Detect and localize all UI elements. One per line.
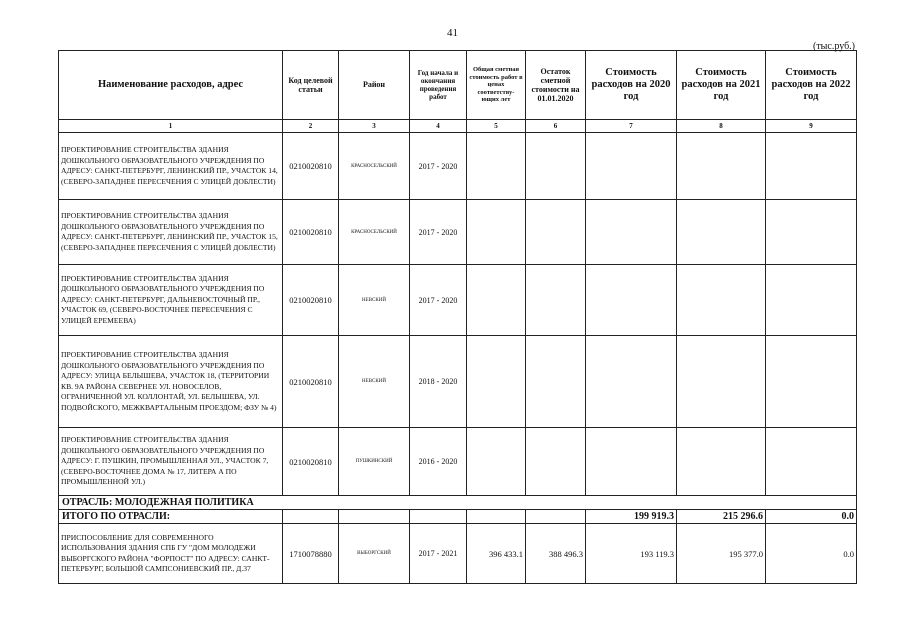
expenses-table bbox=[58, 50, 857, 584]
cost-2022 bbox=[766, 336, 857, 428]
work-years: 2017 - 2020 bbox=[410, 200, 467, 265]
section-title: ОТРАСЛЬ: МОЛОДЕЖНАЯ ПОЛИТИКА bbox=[59, 496, 857, 510]
total-label: ИТОГО ПО ОТРАСЛИ: bbox=[59, 510, 283, 524]
units-label: (тыс.руб.) bbox=[812, 41, 855, 52]
district: ВЫБОРГСКИЙ bbox=[339, 524, 410, 584]
total-cost-2020: 199 919.3 bbox=[586, 510, 677, 524]
column-number-row bbox=[59, 120, 857, 133]
total-empty-cell bbox=[339, 510, 410, 524]
district: НЕВСКИЙ bbox=[339, 336, 410, 428]
work-years: 2017 - 2020 bbox=[410, 265, 467, 336]
expense-name: ПРОЕКТИРОВАНИЕ СТРОИТЕЛЬСТВА ЗДАНИЯ ДОШКОЛЬНОГО ОБРАЗОВАТЕЛЬНОГО УЧРЕЖДЕНИЯ ПО АДРЕСУ: САНКТ-ПЕТЕРБУРГ, ДАЛЬНЕВОСТОЧНЫЙ ПР., УЧАСТОК 69, (СЕВЕРО-ВОСТОЧНЕЕ ПЕРЕСЕЧЕНИЯ С УЛИЦЕЙ ЕРЕМЕЕВА) bbox=[59, 265, 283, 336]
total-empty-cell bbox=[526, 510, 586, 524]
header-cost-2022: Стоимость расходов на 2022 год bbox=[766, 51, 857, 120]
col-number: 3 bbox=[339, 120, 410, 133]
header-total-cost: Общая сметная стоимость работ в ценах соответству-ющих лет bbox=[467, 51, 526, 120]
table-row bbox=[59, 200, 857, 265]
header-row bbox=[59, 51, 857, 120]
total-cost bbox=[467, 133, 526, 200]
district: НЕВСКИЙ bbox=[339, 265, 410, 336]
work-years: 2016 - 2020 bbox=[410, 428, 467, 496]
total-cost bbox=[467, 336, 526, 428]
col-number: 4 bbox=[410, 120, 467, 133]
col-number: 9 bbox=[766, 120, 857, 133]
header-remaining: Остаток сметной стоимости на 01.01.2020 bbox=[526, 51, 586, 120]
cost-2021 bbox=[677, 200, 766, 265]
cost-2020 bbox=[586, 200, 677, 265]
target-code: 0210020810 bbox=[283, 200, 339, 265]
total-cost-2021: 215 296.6 bbox=[677, 510, 766, 524]
table-row bbox=[59, 265, 857, 336]
work-years: 2017 - 2020 bbox=[410, 133, 467, 200]
work-years: 2018 - 2020 bbox=[410, 336, 467, 428]
col-number: 5 bbox=[467, 120, 526, 133]
remaining-cost bbox=[526, 265, 586, 336]
remaining-cost bbox=[526, 336, 586, 428]
header-cost-2020: Стоимость расходов на 2020 год bbox=[586, 51, 677, 120]
target-code: 1710078880 bbox=[283, 524, 339, 584]
cost-2020 bbox=[586, 265, 677, 336]
total-cost bbox=[467, 200, 526, 265]
cost-2022 bbox=[766, 428, 857, 496]
cost-2021 bbox=[677, 265, 766, 336]
total-cost-2022: 0.0 bbox=[766, 510, 857, 524]
col-number: 8 bbox=[677, 120, 766, 133]
cost-2022 bbox=[766, 133, 857, 200]
table-row bbox=[59, 524, 857, 584]
remaining-cost: 388 496.3 bbox=[526, 524, 586, 584]
header-name: Наименование расходов, адрес bbox=[59, 51, 283, 120]
expense-name: ПРОЕКТИРОВАНИЕ СТРОИТЕЛЬСТВА ЗДАНИЯ ДОШКОЛЬНОГО ОБРАЗОВАТЕЛЬНОГО УЧРЕЖДЕНИЯ ПО АДРЕСУ: Г. ПУШКИН, ПРОМЫШЛЕННАЯ УЛ., УЧАСТОК 7, (СЕВЕРО-ВОСТОЧНЕЕ ДОМА № 17, ЛИТЕРА А ПО ПРОМЫШЛЕННОЙ УЛ.) bbox=[59, 428, 283, 496]
total-cost bbox=[467, 428, 526, 496]
target-code: 0210020810 bbox=[283, 133, 339, 200]
expense-name: ПРОЕКТИРОВАНИЕ СТРОИТЕЛЬСТВА ЗДАНИЯ ДОШКОЛЬНОГО ОБРАЗОВАТЕЛЬНОГО УЧРЕЖДЕНИЯ ПО АДРЕСУ: УЛИЦА БЕЛЫШЕВА, УЧАСТОК 18, (ТЕРРИТОРИИ КВ. 9А РАЙОНА СЕВЕРНЕЕ УЛ. НОВОСЕЛОВ, ОГРАНИЧЕННОЙ УЛ. КОЛЛОНТАЙ, УЛ. БЕЛЫШЕВА, УЛ. ПОДВОЙСКОГО, МЕЖКВАРТАЛЬНЫМ ПРОЕЗДОМ; ФЗУ № 4) bbox=[59, 336, 283, 428]
district: КРАСНОСЕЛЬСКИЙ bbox=[339, 200, 410, 265]
cost-2021 bbox=[677, 336, 766, 428]
col-number: 1 bbox=[59, 120, 283, 133]
total-cost: 396 433.1 bbox=[467, 524, 526, 584]
cost-2022 bbox=[766, 200, 857, 265]
cost-2021: 195 377.0 bbox=[677, 524, 766, 584]
cost-2021 bbox=[677, 133, 766, 200]
target-code: 0210020810 bbox=[283, 336, 339, 428]
total-row bbox=[59, 510, 857, 524]
expense-name: ПРИСПОСОБЛЕНИЕ ДЛЯ СОВРЕМЕННОГО ИСПОЛЬЗОВАНИЯ ЗДАНИЯ СПБ ГУ "ДОМ МОЛОДЕЖИ ВЫБОРГСКОГО РАЙОНА "ФОРПОСТ" ПО АДРЕСУ: САНКТ-ПЕТЕРБУРГ, БОЛЬШОЙ САМПСОНИЕВСКИЙ ПР., Д.37 bbox=[59, 524, 283, 584]
cost-2021 bbox=[677, 428, 766, 496]
total-empty-cell bbox=[410, 510, 467, 524]
cost-2020 bbox=[586, 133, 677, 200]
expense-name: ПРОЕКТИРОВАНИЕ СТРОИТЕЛЬСТВА ЗДАНИЯ ДОШКОЛЬНОГО ОБРАЗОВАТЕЛЬНОГО УЧРЕЖДЕНИЯ ПО АДРЕСУ: САНКТ-ПЕТЕРБУРГ, ЛЕНИНСКИЙ ПР., УЧАСТОК 15, (СЕВЕРО-ЗАПАДНЕЕ ПЕРЕСЕЧЕНИЯ С УЛИЦЕЙ ДОБЛЕСТИ) bbox=[59, 200, 283, 265]
total-empty-cell bbox=[467, 510, 526, 524]
remaining-cost bbox=[526, 133, 586, 200]
cost-2020 bbox=[586, 336, 677, 428]
col-number: 7 bbox=[586, 120, 677, 133]
table-row bbox=[59, 428, 857, 496]
header-years: Год начала и окончания проведения работ bbox=[410, 51, 467, 120]
total-cost bbox=[467, 265, 526, 336]
expense-name: ПРОЕКТИРОВАНИЕ СТРОИТЕЛЬСТВА ЗДАНИЯ ДОШКОЛЬНОГО ОБРАЗОВАТЕЛЬНОГО УЧРЕЖДЕНИЯ ПО АДРЕСУ: САНКТ-ПЕТЕРБУРГ, ЛЕНИНСКИЙ ПР., УЧАСТОК 14, (СЕВЕРО-ЗАПАДНЕЕ ПЕРЕСЕЧЕНИЯ С УЛИЦЕЙ ДОБЛЕСТИ) bbox=[59, 133, 283, 200]
total-empty-cell bbox=[283, 510, 339, 524]
header-district: Район bbox=[339, 51, 410, 120]
col-number: 6 bbox=[526, 120, 586, 133]
remaining-cost bbox=[526, 200, 586, 265]
target-code: 0210020810 bbox=[283, 428, 339, 496]
col-number: 2 bbox=[283, 120, 339, 133]
remaining-cost bbox=[526, 428, 586, 496]
work-years: 2017 - 2021 bbox=[410, 524, 467, 584]
district: КРАСНОСЕЛЬСКИЙ bbox=[339, 133, 410, 200]
cost-2022 bbox=[766, 265, 857, 336]
target-code: 0210020810 bbox=[283, 265, 339, 336]
table-row bbox=[59, 336, 857, 428]
cost-2020: 193 119.3 bbox=[586, 524, 677, 584]
section-row bbox=[59, 496, 857, 510]
header-code: Код целевой статьи bbox=[283, 51, 339, 120]
header-cost-2021: Стоимость расходов на 2021 год bbox=[677, 51, 766, 120]
page-number: 41 bbox=[447, 27, 458, 39]
district: ПУШКИНСКИЙ bbox=[339, 428, 410, 496]
cost-2020 bbox=[586, 428, 677, 496]
cost-2022: 0.0 bbox=[766, 524, 857, 584]
table-row bbox=[59, 133, 857, 200]
